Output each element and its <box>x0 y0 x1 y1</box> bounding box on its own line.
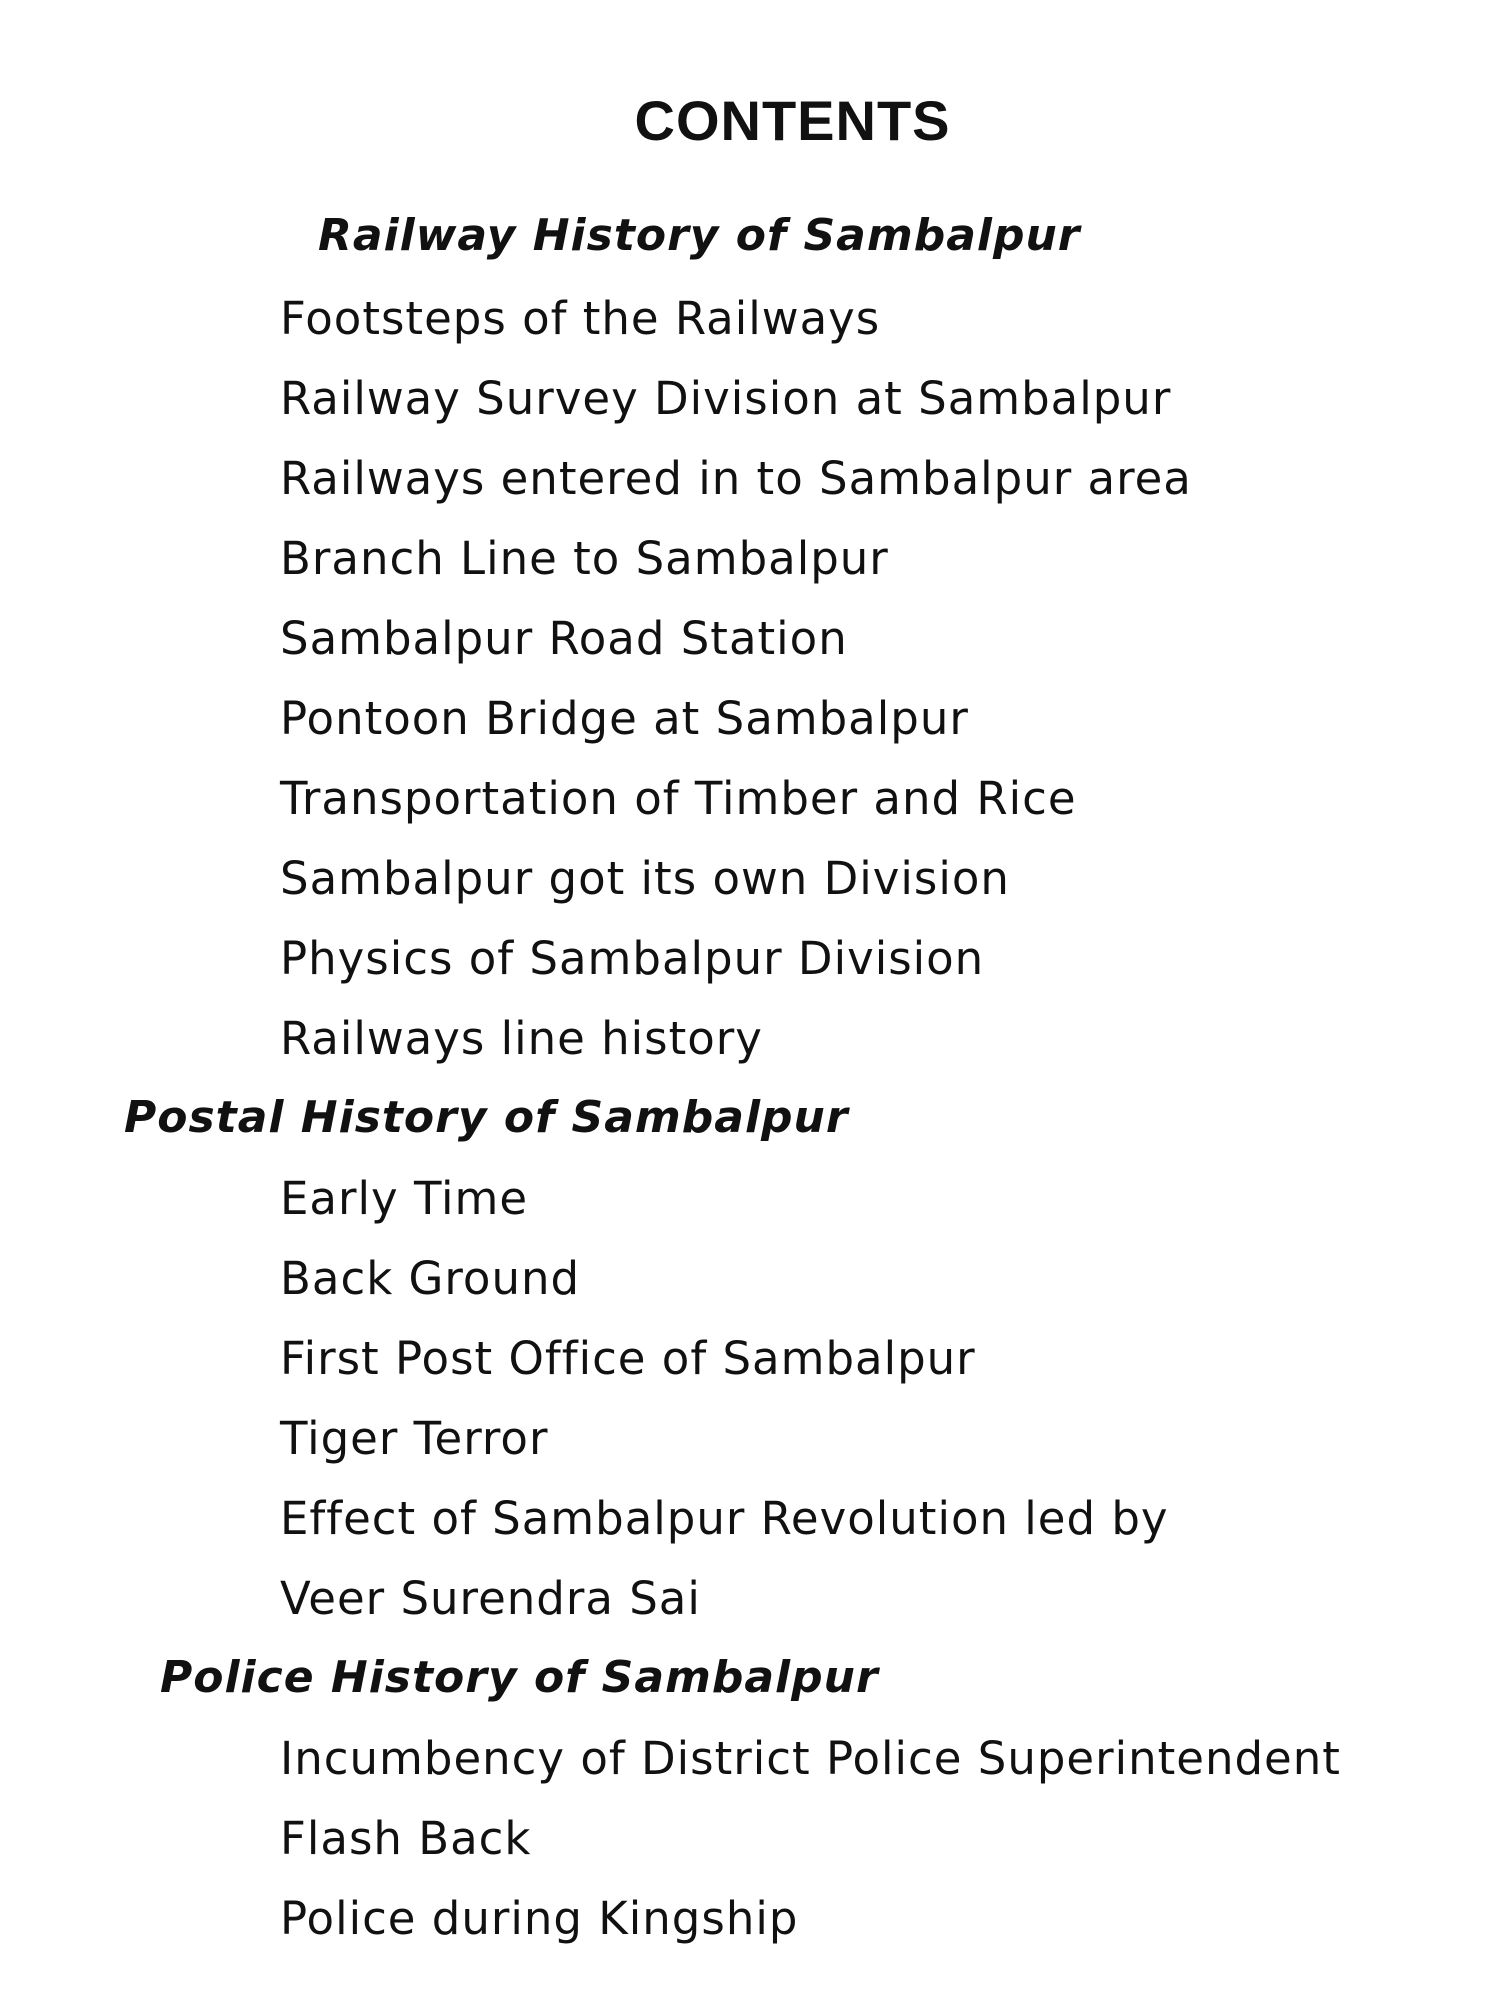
contents-item: Police during Kingship <box>280 1892 799 1945</box>
contents-item: Incumbency of District Police Superintendent <box>280 1732 1341 1785</box>
contents-item: Tiger Terror <box>280 1412 549 1465</box>
contents-item: Railways line history <box>280 1012 763 1065</box>
contents-item: Railway Survey Division at Sambalpur <box>280 372 1172 425</box>
page-title: CONTENTS <box>634 89 951 152</box>
contents-item: Railways entered in to Sambalpur area <box>280 452 1192 505</box>
contents-item: Sambalpur got its own Division <box>280 852 1010 905</box>
contents-item: Pontoon Bridge at Sambalpur <box>280 692 969 745</box>
section-heading-postal: Postal History of Sambalpur <box>124 1092 849 1143</box>
contents-item: Early Time <box>280 1172 529 1225</box>
contents-item: Physics of Sambalpur Division <box>280 932 985 985</box>
contents-item: Back Ground <box>280 1252 581 1305</box>
section-heading-railway: Railway History of Sambalpur <box>318 210 1081 261</box>
section-heading-police: Police History of Sambalpur <box>160 1652 879 1703</box>
contents-item: Veer Surendra Sai <box>280 1572 701 1625</box>
contents-item: Footsteps of the Railways <box>280 292 881 345</box>
contents-item: Flash Back <box>280 1812 532 1865</box>
contents-item: Sambalpur Road Station <box>280 612 848 665</box>
contents-item: Transportation of Timber and Rice <box>280 772 1077 825</box>
contents-item: Effect of Sambalpur Revolution led by <box>280 1492 1169 1545</box>
contents-item: First Post Office of Sambalpur <box>280 1332 976 1385</box>
contents-item: Branch Line to Sambalpur <box>280 532 889 585</box>
